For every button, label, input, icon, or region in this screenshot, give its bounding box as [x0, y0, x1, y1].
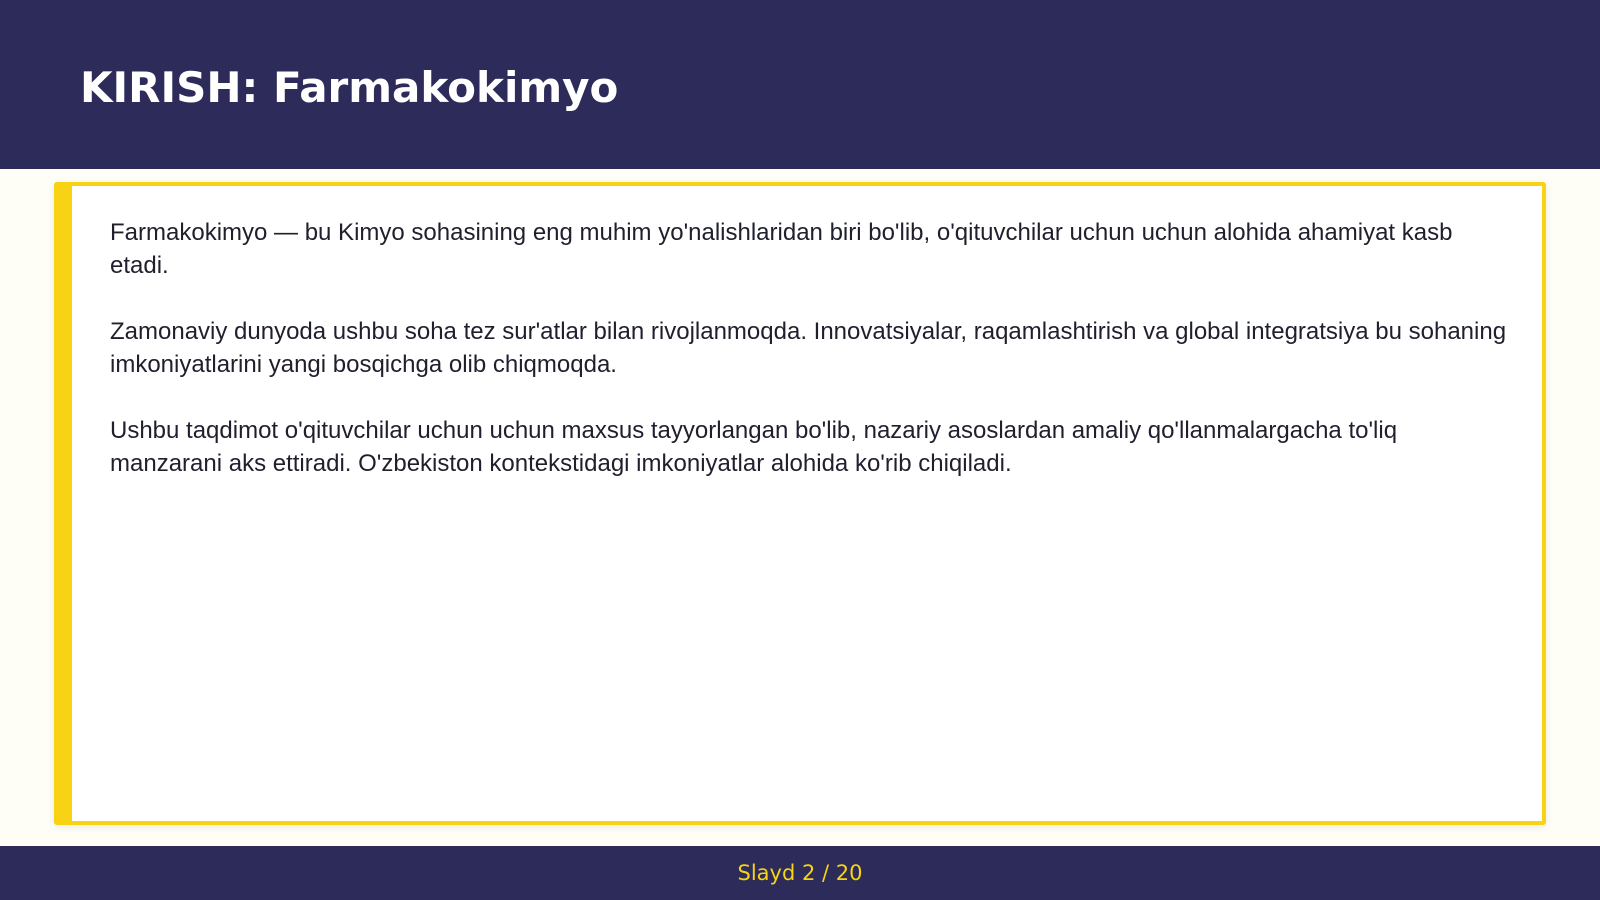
slide-footer	[0, 846, 1600, 900]
paragraph-presentation-purpose: Ushbu taqdimot o'qituvchilar uchun uchun maxsus tayyorlangan bo'lib, nazariy asoslardan amaliy qo'llanmalargacha to'liq manzarani aks ettiradi. O'zbekiston kontekstidagi imkoniyatlar alohida ko'rib chiqiladi.	[110, 417, 1398, 477]
content-text-area	[110, 216, 1510, 513]
slide-number: Slayd 2 / 20	[737, 861, 863, 885]
slide-header	[0, 0, 1600, 169]
paragraph-intro: Farmakokimyo — bu Kimyo sohasining eng muhim yo'nalishlaridan biri bo'lib, o'qituvchilar uchun uchun alohida ahamiyat kasb etadi.	[110, 219, 1453, 279]
slide-title: KIRISH: Farmakokimyo	[80, 63, 619, 112]
paragraph-modern-world: Zamonaviy dunyoda ushbu soha tez sur'atlar bilan rivojlanmoqda. Innovatsiyalar, raqamlashtirish va global integratsiya bu sohaning imkoniyatlarini yangi bosqichga olib chiqmoqda.	[110, 318, 1507, 378]
content-box	[54, 182, 1546, 825]
